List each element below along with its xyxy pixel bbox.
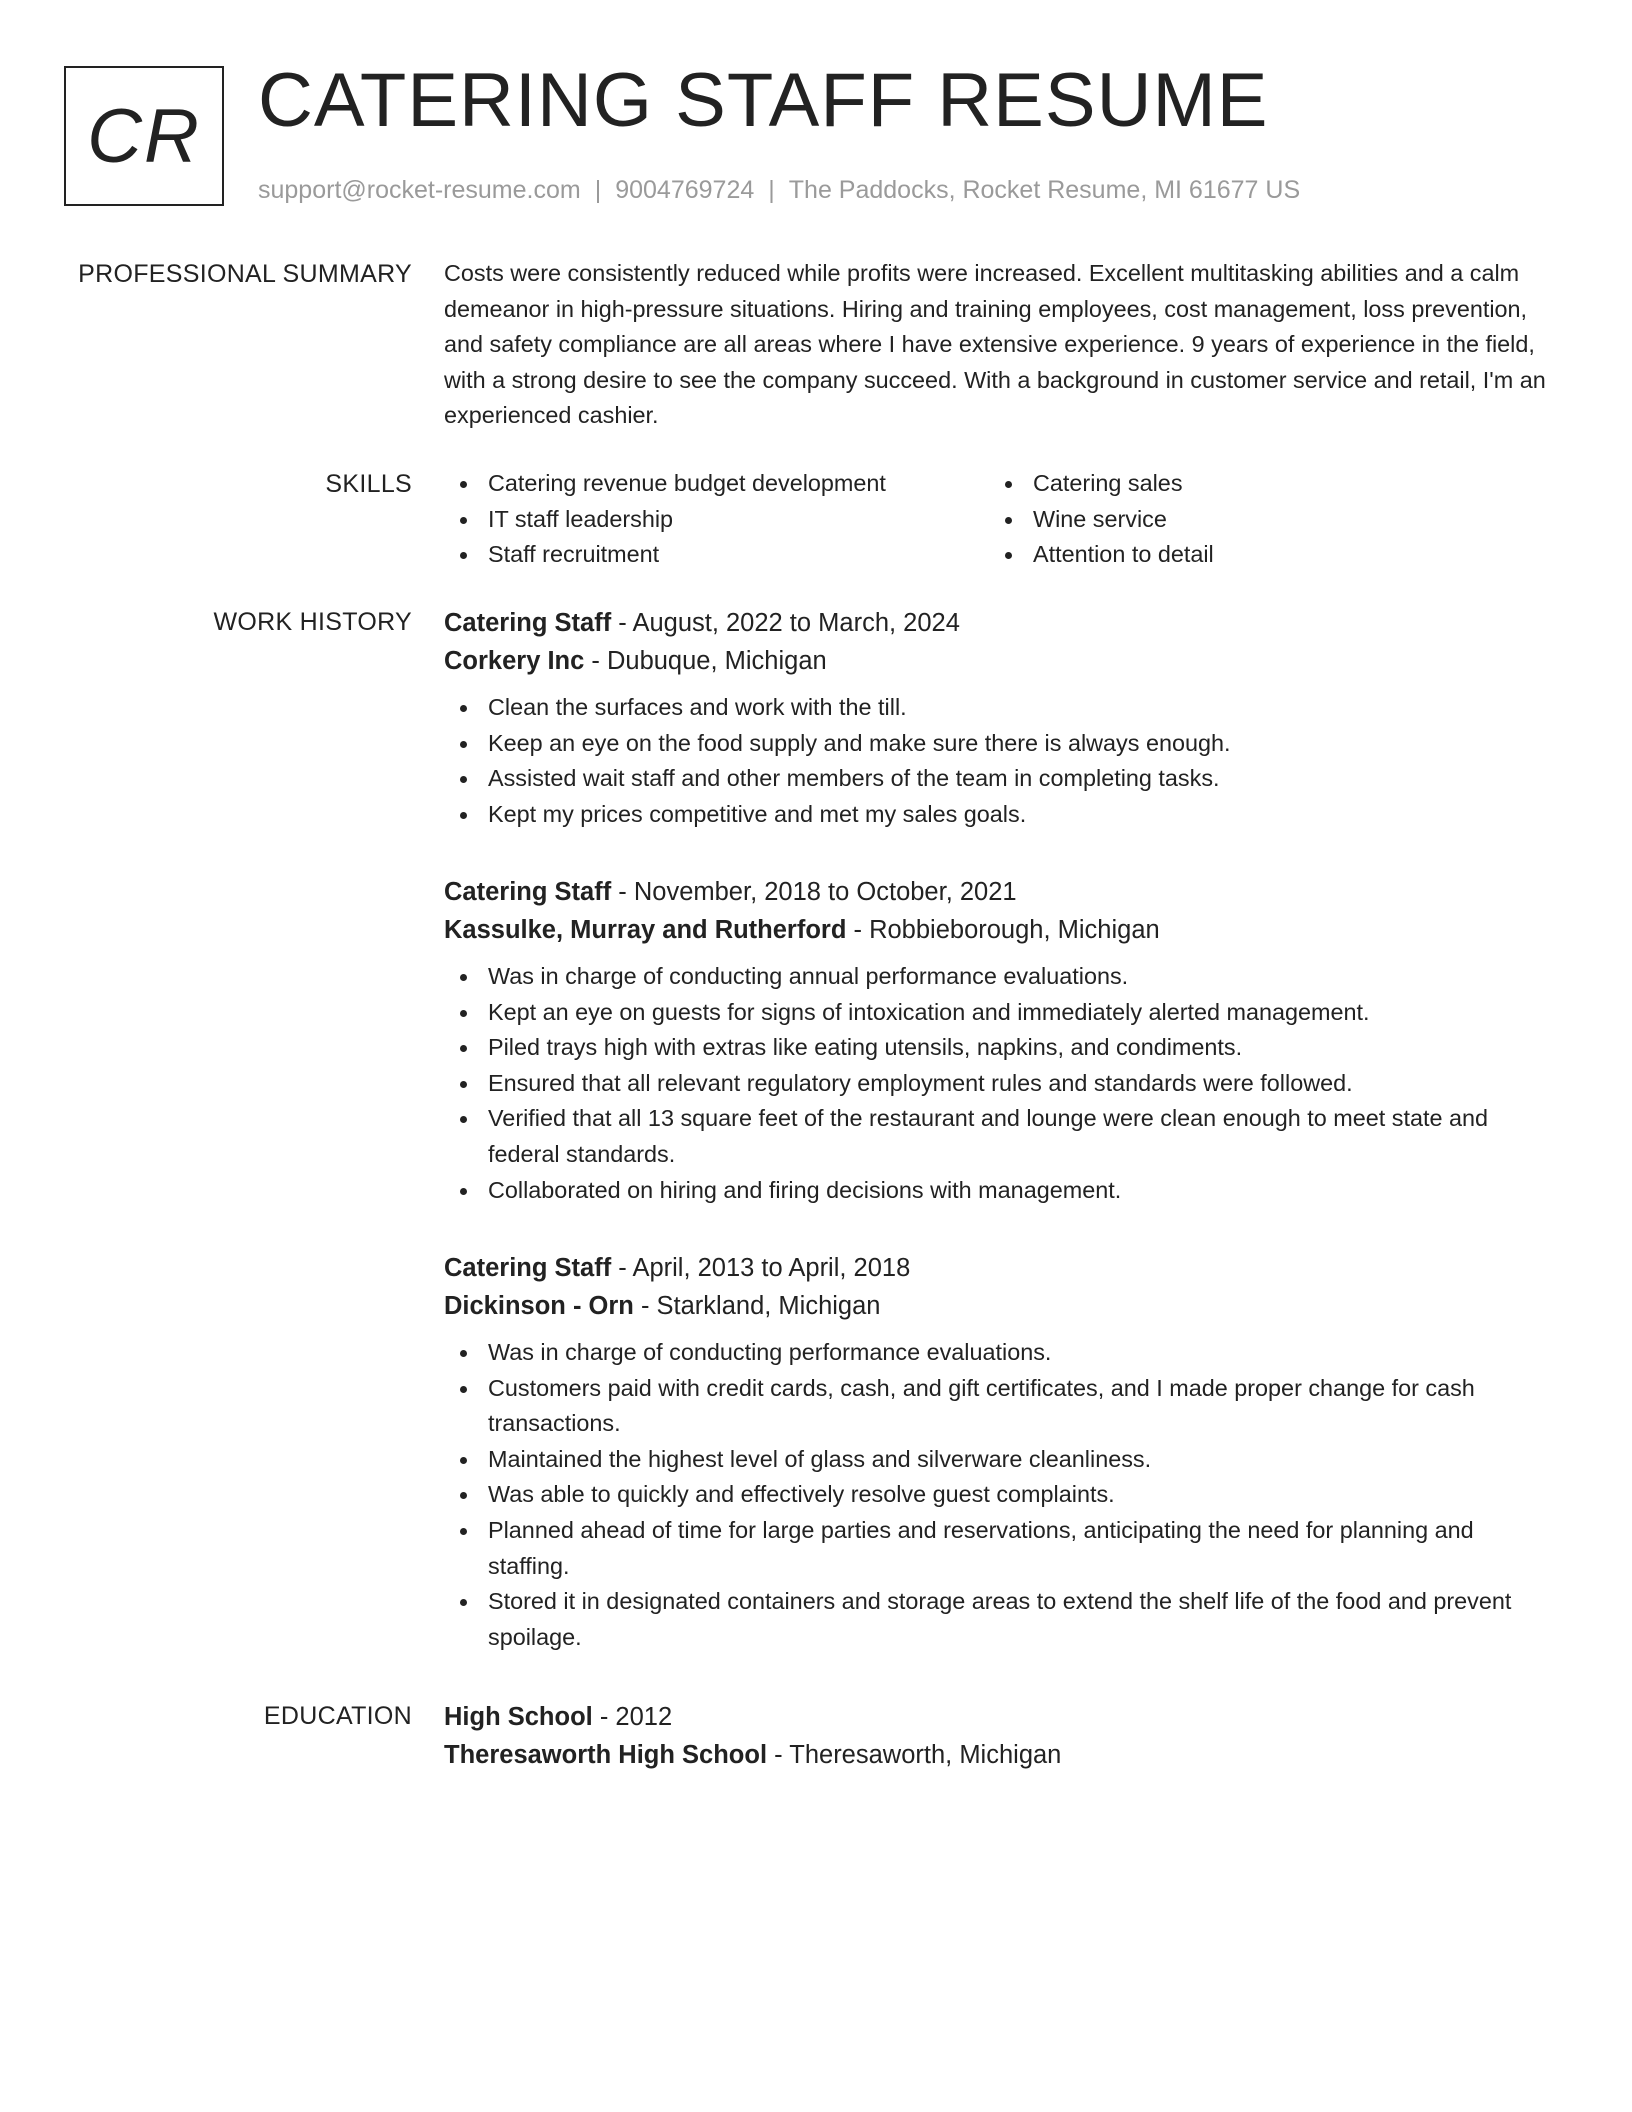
skill-item: Attention to detail (989, 537, 1534, 573)
education-location: - Theresaworth, Michigan (767, 1741, 1062, 1769)
skills-list-right (989, 466, 1534, 573)
contact-phone: 9004769724 (615, 176, 755, 204)
job-title-line (444, 873, 1556, 911)
education-year: - 2012 (592, 1703, 673, 1731)
job-bullets (444, 690, 1556, 832)
summary-body (444, 256, 1556, 434)
job-bullet: Kept my prices competitive and met my sales goals. (444, 797, 1556, 833)
skill-item: IT staff leadership (444, 502, 989, 538)
contact-address: The Paddocks, Rocket Resume, MI 61677 US (788, 176, 1301, 204)
job-dates: - August, 2022 to March, 2024 (611, 609, 960, 637)
job-company: Corkery Inc (444, 647, 585, 675)
job-bullet: Was in charge of conducting performance evaluations. (444, 1335, 1556, 1371)
contact-line (258, 172, 1300, 208)
job-bullet: Verified that all 13 square feet of the restaurant and lounge were clean enough to meet state and federal standards. (444, 1101, 1556, 1172)
job-bullets (444, 1335, 1556, 1655)
job-title-line (444, 1249, 1556, 1287)
job-bullet: Customers paid with credit cards, cash, and gift certificates, and I made proper change for cash transactions. (444, 1371, 1556, 1442)
job-company-line (444, 642, 1556, 680)
contact-email: support@rocket-resume.com (258, 176, 581, 204)
job-company: Dickinson - Orn (444, 1292, 634, 1320)
skill-item: Catering sales (989, 466, 1534, 502)
job-title: Catering Staff (444, 1254, 612, 1282)
job-bullet: Collaborated on hiring and firing decisions with management. (444, 1173, 1556, 1209)
skill-item: Wine service (989, 502, 1534, 538)
job-bullet: Ensured that all relevant regulatory employment rules and standards were followed. (444, 1066, 1556, 1102)
job-dates: - April, 2013 to April, 2018 (611, 1254, 911, 1282)
job-bullet: Was able to quickly and effectively resolve guest complaints. (444, 1477, 1556, 1513)
job-bullet: Keep an eye on the food supply and make sure there is always enough. (444, 726, 1556, 762)
education-school-line (444, 1736, 1556, 1774)
monogram-initials: CR (87, 93, 201, 179)
skill-item: Catering revenue budget development (444, 466, 989, 502)
job-title-line (444, 604, 1556, 642)
education-school: Theresaworth High School (444, 1741, 768, 1769)
job-bullet: Maintained the highest level of glass and silverware cleanliness. (444, 1442, 1556, 1478)
skills-list-left (444, 466, 989, 573)
section-label-work-history: WORK HISTORY (213, 608, 412, 636)
summary-text: Costs were consistently reduced while profits were increased. Excellent multitasking abilities and a calm demeanor in high-pressure situations. Hiring and training employees, cost management, loss prevention, and safety compliance are all areas where I have extensive experience. 9 years of experience in the field, with a strong desire to see the company succeed. With a background in customer service and retail, I'm an experienced cashier. (444, 260, 1546, 429)
contact-separator: | (768, 176, 775, 204)
job-bullets (444, 959, 1556, 1208)
skills-body (444, 466, 1556, 573)
job-bullet: Planned ahead of time for large parties and reservations, anticipating the need for planning and staffing. (444, 1513, 1556, 1584)
job-company-line (444, 911, 1556, 949)
monogram-box (64, 66, 224, 206)
job-bullet: Assisted wait staff and other members of the team in completing tasks. (444, 761, 1556, 797)
education-degree: High School (444, 1703, 593, 1731)
education-degree-line (444, 1698, 1556, 1736)
job-company-line (444, 1287, 1556, 1325)
section-label-summary: PROFESSIONAL SUMMARY (78, 260, 412, 288)
job-bullet: Clean the surfaces and work with the till. (444, 690, 1556, 726)
job-company: Kassulke, Murray and Rutherford (444, 916, 847, 944)
job-dates: - November, 2018 to October, 2021 (611, 878, 1017, 906)
job-location: - Dubuque, Michigan (584, 647, 827, 675)
resume-title: CATERING STAFF RESUME (258, 58, 1269, 143)
job-location: - Robbieborough, Michigan (846, 916, 1160, 944)
skill-item: Staff recruitment (444, 537, 989, 573)
job-location: - Starkland, Michigan (633, 1292, 881, 1320)
job-bullet: Piled trays high with extras like eating utensils, napkins, and condiments. (444, 1030, 1556, 1066)
job-title: Catering Staff (444, 609, 612, 637)
education-body (444, 1698, 1556, 1774)
section-label-skills: SKILLS (325, 470, 412, 498)
contact-separator: | (594, 176, 602, 204)
job-bullet: Stored it in designated containers and storage areas to extend the shelf life of the food and prevent spoilage. (444, 1584, 1556, 1655)
job-bullet: Kept an eye on guests for signs of intoxication and immediately alerted management. (444, 995, 1556, 1031)
job-bullet: Was in charge of conducting annual performance evaluations. (444, 959, 1556, 995)
section-label-education: EDUCATION (263, 1702, 412, 1730)
job-title: Catering Staff (444, 878, 612, 906)
